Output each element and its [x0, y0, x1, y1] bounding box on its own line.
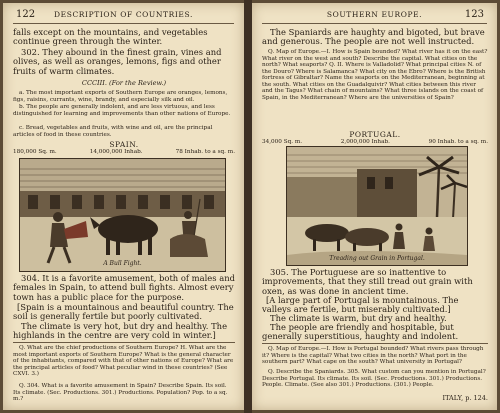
review-item-b: b. The people are generally indolent, and are less virtuous, and less distinguished for learning and improvements than other nations of Europe. [13, 104, 231, 117]
right-running-title: SOUTHERN EUROPE. [326, 10, 423, 19]
spain-description: [Spain is a mountainous and beautiful country. The soil is generally fertile but poorly cultivated. [13, 302, 234, 322]
paragraph-304: 304. It is a favorite amusement, both of males and females in Spain, to attend bull fights. Almost every town has a public place for the purpose. [13, 273, 235, 302]
portugal-population: 2,000,000 Inhab. [340, 139, 390, 145]
country-heading-portugal: PORTUGAL. [349, 130, 401, 139]
right-page [252, 3, 497, 410]
spain-map-questions: Q. Map of Europe.—I. How is Spain bounded? What river has it on the east? What river on the west and south? Describe the capital. What cities on the north? What seaports? Q. II. Where is Valladolid? What principal cities N. of the Douro? Where is Salamanca? What city on the Ebro? Where is the British fortress of Gibraltar? Name the seaports on the Mediterranean, beginning at the south. What cities on the Guadalquivir? What cities between this river and the Tagus? What chain of mountains? What three islands on the coast of Spain, in the Mediterranean? Where are the universities of Spain? [262, 49, 488, 101]
review-heading: CCCIII. (For the Review.) [81, 79, 167, 87]
portugal-description: [A large part of Portugal is mountainous. The valleys are fertile, but miserably cultivated.] [262, 295, 459, 315]
bull-fight-caption: A Bull Fight. [103, 260, 142, 267]
review-item-a: a. The most important exports of Southern Europe are oranges, lemons, figs, raisins, currants, wine, brandy, and especially silk and oil. [13, 90, 228, 103]
paragraph-302: 302. They abound in the finest grain, vines and olives, as well as oranges, lemons, figs and other fruits of warm climates. [13, 47, 222, 76]
header-rule-right [262, 23, 487, 24]
treading-grain-engraving [287, 147, 467, 265]
treading-grain-illustration [286, 146, 468, 266]
review-item-c: c. Bread, vegetables and fruits, with wine and oil, are the principal articles of food in these countries. [13, 125, 213, 138]
spaniards-description: The Spaniards are haughty and bigoted, but brave and generous. The people are not well instructed. [262, 27, 485, 47]
spain-statistics [13, 149, 235, 156]
spain-density: 78 Inhab. to a sq. m. [175, 149, 235, 155]
questions-rule [13, 342, 235, 343]
questions-rule-right [262, 343, 488, 344]
intro-text: falls except on the mountains, and vegetables continue green through the winter. [13, 27, 208, 47]
country-heading-spain: SPAIN. [109, 140, 139, 149]
portugal-map-questions: Q. Map of Europe.—I. How is Portugal bounded? What rivers pass through it? Where is the capital? What two cities in the north? What port in the southern part? What cape on the south? What university in Portugal? [262, 346, 484, 366]
treading-grain-caption: Treading out Grain in Portugal. [329, 255, 425, 262]
left-spain-questions: Q. 304. What is a favorite amusement in Spain? Describe Spain. Its soil. Its climate. (Sec. Productions. 301.) Productions. Population? Pop. to a sq. m.? [13, 383, 228, 403]
portugal-review-questions: Q. Describe the Spaniards. 305. What custom can you mention in Portugal? Describe Portugal. Its climate. Its soil. (Sec. Productions. 301.) Productions. People. Climate. (See also 301.) Productions. (301.) People. [262, 369, 486, 389]
bull-fight-illustration [19, 158, 226, 272]
left-running-title: DESCRIPTION OF COUNTRIES. [54, 10, 193, 19]
left-review-questions: Q. What are the chief productions of Southern Europe? H. What are the most important exports of Southern Europe? What is the general character of the inhabitants, compared with that of other nations of Europe? What are the principal articles of food? What peculiar wind in these countries? (See CXVI. 3.) [13, 345, 234, 378]
portugal-climate: The climate is warm, but dry and healthy. [270, 313, 447, 323]
header-rule [13, 23, 234, 24]
portugal-area: 34,000 Sq. m. [262, 139, 303, 145]
spain-area: 180,000 Sq. m. [13, 149, 57, 155]
spain-population: 14,000,000 Inhab. [89, 149, 143, 155]
portugal-statistics [262, 139, 488, 146]
bull-fight-engraving [20, 159, 225, 271]
right-page-number: 123 [464, 9, 484, 20]
paragraph-305: 305. The Portuguese are so inattentive to improvements, that they still tread out grain with oxen, as was done in ancient time. [262, 267, 473, 296]
right-page-header [252, 10, 497, 22]
catchword-footer: ITALY, p. 124. [442, 394, 488, 402]
portugal-density: 90 Inhab. to a sq. m. [428, 139, 488, 145]
left-page [3, 3, 244, 410]
portugal-people: The people are friendly and hospitable, but generally superstitious, haughty and indolent. [262, 322, 459, 342]
left-page-header [3, 10, 244, 22]
spain-climate: The climate is very hot, but dry and healthy. The highlands in the centre are very cold in winter.] [13, 321, 228, 341]
left-page-number: 122 [16, 9, 36, 20]
book-gutter [244, 0, 252, 413]
